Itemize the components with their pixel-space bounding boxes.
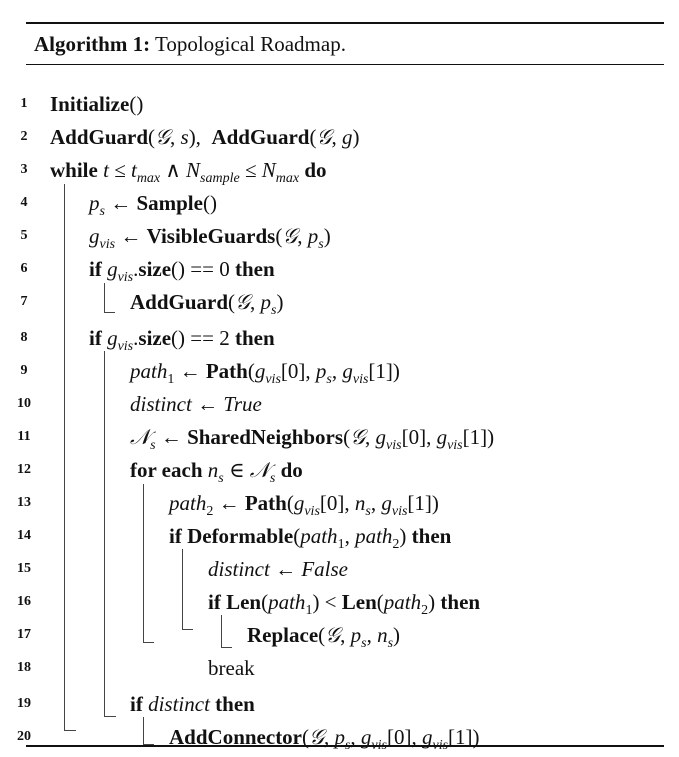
if-size0-block-end <box>104 312 115 313</box>
algorithm-line-16: if Len(path$_1$) < Len(path$_2$) then <box>208 590 481 618</box>
algorithm-label: Algorithm 1: <box>34 32 151 56</box>
line-number: 6 <box>20 261 28 276</box>
line-number: 17 <box>17 627 31 642</box>
algorithm-line-9: path$_1$ ← $Path(g_{vis}[0]$, $p_s$, $g_{vis}[1]$) <box>130 359 400 387</box>
algorithm-line-14: if Deformable(path$_1$, path$_2$) then <box>169 524 452 552</box>
line-number: 4 <box>20 195 28 210</box>
line-number: 1 <box>20 96 28 111</box>
line-number: 15 <box>17 561 31 576</box>
deformable-block-bar <box>182 549 183 629</box>
algorithm-line-5: $g_{vis}$ ← VisibleGuards(𝒢, $p_s$) <box>89 224 331 252</box>
line-number: 7 <box>20 294 28 309</box>
algorithm-line-1: Initialize() <box>50 92 144 116</box>
top-rule <box>26 22 664 24</box>
line-number: 13 <box>17 495 31 510</box>
line-number: 14 <box>17 528 31 543</box>
line-number: 8 <box>20 330 28 345</box>
algorithm-line-7: AddGuard(𝒢, $p_s$) <box>130 290 284 318</box>
len-block-end <box>221 647 232 648</box>
distinct-block-end <box>143 744 154 745</box>
for-block-end <box>143 642 154 643</box>
title-rule <box>26 64 664 65</box>
algorithm-line-6: if $g_{vis}.size() == 0$ then <box>89 257 275 285</box>
while-block-end <box>64 730 76 731</box>
line-number: 19 <box>17 696 31 711</box>
algorithm-line-19: if distinct then <box>130 692 255 716</box>
algorithm-line-8: if $g_{vis}.size() == 2$ then <box>89 326 275 354</box>
algorithm-line-17: Replace(𝒢, $p_s$, $n_s$) <box>247 623 401 651</box>
line-number: 2 <box>20 129 28 144</box>
algorithm-line-10: distinct ← True <box>130 392 262 416</box>
algorithm-line-18: break <box>208 656 255 680</box>
line-number: 5 <box>20 228 28 243</box>
if-size2-block-end <box>104 716 116 717</box>
algorithm-line-13: path$_2$ ← $Path(g_{vis}[0]$, $n_s$, $g_{vis}[1]$) <box>169 491 439 519</box>
line-number: 3 <box>20 162 28 177</box>
algorithm-caption <box>34 32 346 57</box>
algorithm-line-4: $p_s$ ← Sample() <box>89 191 217 219</box>
while-block-bar <box>64 184 65 730</box>
algorithm-line-20: AddConnector(𝒢, $p_s$, $g_{vis}[0]$, $g_{vis}[1]$) <box>169 725 480 753</box>
line-number: 12 <box>17 462 31 477</box>
distinct-block-bar <box>143 717 144 745</box>
line-number: 9 <box>20 363 28 378</box>
algorithm-title: Topological Roadmap. <box>154 32 346 56</box>
if-size2-block-bar <box>104 351 105 716</box>
algorithm-line-15: distinct ← False <box>208 557 348 581</box>
algorithm-line-3: while $t \le t_{max}$ ∧ $N_{sample} \le N_{max}$ do <box>50 158 327 186</box>
line-number: 10 <box>17 396 31 411</box>
line-number: 11 <box>17 429 31 444</box>
line-number: 16 <box>17 594 31 609</box>
deformable-block-end <box>182 629 193 630</box>
line-number: 20 <box>17 729 31 744</box>
algorithm-line-11: 𝒩$_s$ ← SharedNeighbors(𝒢, $g_{vis}[0]$, $g_{vis}[1]$) <box>130 425 495 453</box>
line-number: 18 <box>17 660 31 675</box>
algorithm-line-2: AddGuard(𝒢, s), AddGuard(𝒢, g) <box>50 125 360 149</box>
if-size0-block-bar <box>104 283 105 312</box>
len-block-bar <box>221 615 222 647</box>
algorithm-line-12: for each $n_s$ ∈ 𝒩$_s$ do <box>130 458 303 486</box>
for-block-bar <box>143 484 144 642</box>
